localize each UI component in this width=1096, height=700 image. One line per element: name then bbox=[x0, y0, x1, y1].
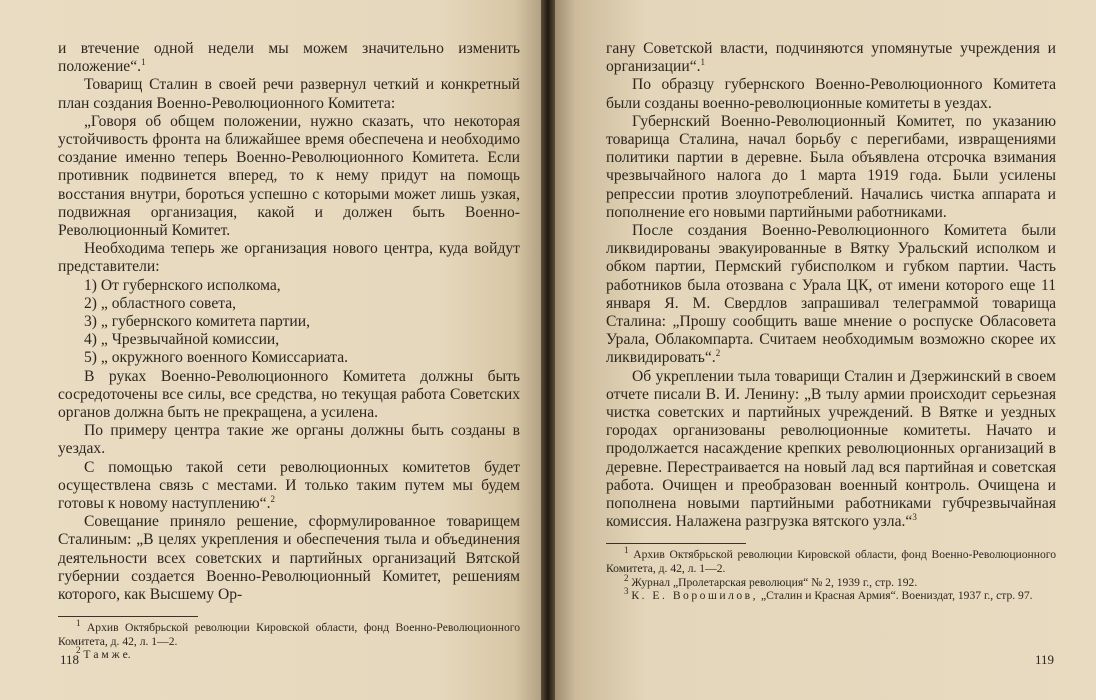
paragraph: Об укреплении тыла товарищи Сталин и Дзержинский в своем отчете писали В. И. Ленину: „В тылу армии происходит серьезная чистка советских и партийных учреждений. В Вятке и уездных городах организованы революционные комитеты. Начато и продолжается насаждение крепких революционных организаций в деревне. Перестраивается на новый лад вся партийная и советская работа. Очищен и преобразован военный контроль. Очищена и пополнена новыми партийными работниками губчрезвычайная комиссия. Налажена разгрузка вятского узла.“$^3$ bbox=[606, 367, 1056, 531]
footnote: $^2$ Журнал „Пролетарская революция“ № 2, 1939 г., стр. 192. bbox=[624, 572, 918, 589]
paragraph: „Говоря об общем положении, нужно сказать, что некоторая устойчивость фронта на ближайшее время обеспечена и необходимо создание именно теперь Военно-Революционного Комитета. Если противник подвинется вперед, то к нему придут на помощь восстания внутри, бороться успешно с которыми может лишь узкая, подвижная организация, какой и должен быть Военно-Революционный Комитет. bbox=[58, 112, 520, 240]
left-page-body bbox=[58, 40, 520, 604]
list-item: 1) От губернского исполкома, bbox=[84, 276, 281, 294]
footnote-mark: 1 bbox=[700, 57, 706, 68]
list-item: 3) „ губернского комитета партии, bbox=[84, 313, 311, 331]
footnote-mark: 1 bbox=[141, 57, 146, 68]
page-number: 119 bbox=[1034, 652, 1054, 667]
right-page-body bbox=[606, 40, 1056, 531]
paragraph: В руках Военно-Революционного Комитета должны быть сосредоточены все силы, все средства, но текущая работа Советских органов должна быть не прекращена, а усилена. bbox=[58, 367, 520, 422]
paragraph: Товарищ Сталин в своей речи развернул четкий и конкретный план создания Военно-Революционного Комитета: bbox=[58, 76, 520, 112]
footnote-mark: 3 bbox=[912, 512, 917, 523]
paragraph: Совещание приняло решение, сформулированное товарищем Сталиным: „В целях укрепления и обеспечения тыла и объединения деятельности всех советских и партийных организаций Вятской губернии создается Военно-Революционный Комитет, решениям которого, как Высшему Ор- bbox=[58, 513, 520, 604]
paragraph: С помощью такой сети революционных комитетов будет осуществлена связь с местами. И только таким путем мы будем готовы к новому наступлению“.$^2$ bbox=[58, 458, 520, 513]
footnote: $^1$ Архив Октябрьской революции Кировской области, фонд Военно-Революционного Комитета, д. 42, л. 1—2. bbox=[58, 618, 521, 648]
right-footnotes bbox=[606, 545, 1057, 603]
paragraph: гану Советской власти, подчиняются упомянутые учреждения и организации“.$^1$ bbox=[606, 40, 1056, 76]
paragraph: После создания Военно-Революционного Комитета были ликвидированы эвакуированные в Вятку Уральский исполком и обком партии, Пермский губисполком и губком партии. Часть работников была отозвана с Урала ЦК, от имени которого еще 11 января Я. М. Свердлов запрашивал телеграммой товарища Сталина: „Прошу сообщить ваше мнение о роспуске Обласовета Урала, Облакомпарта. Считаем необходимым возможно скорее их ликвидировать“.$^2$ bbox=[606, 222, 1056, 367]
list-item: 2) „ областного совета, bbox=[84, 294, 237, 312]
footnote: $^1$ Архив Октябрьской революции Кировской области, фонд Военно-Революционного Комитета, д. 42, л. 1—2. bbox=[606, 545, 1057, 576]
book-gutter bbox=[541, 0, 555, 700]
list-item: 4) „ Чрезвычайной комиссии, bbox=[84, 331, 280, 349]
footnote: $^3$ К. Е. Ворошилов, „Сталин и Красная Армия“. Воениздат, 1937 г., стр. 97. bbox=[624, 586, 1033, 603]
right-page bbox=[548, 0, 1096, 700]
paragraph: Необходима теперь же организация нового центра, куда войдут представители: bbox=[58, 240, 520, 276]
left-footnotes bbox=[58, 618, 521, 662]
footnote-rule bbox=[606, 543, 746, 544]
paragraph: По примеру центра такие же органы должны быть созданы в уездах. bbox=[58, 422, 520, 458]
paragraph: Губернский Военно-Революционный Комитет, по указанию товарища Сталина, начал борьбу с перегибами, извращениями политики партии в деревне. Была объявлена отсрочка взимания чрезвычайного налога до 1 марта 1919 года. Были усилены репрессии против злоупотреблений. Начались чистка аппарата и пополнение его новыми партийными работниками. bbox=[606, 112, 1056, 221]
paragraph: По образцу губернского Военно-Революционного Комитета были созданы военно-революционные комитеты в уездах. bbox=[606, 76, 1056, 112]
list-item: 5) „ окружного военного Комиссариата. bbox=[84, 349, 349, 367]
representatives-list bbox=[58, 277, 520, 368]
footnote-rule bbox=[58, 616, 198, 617]
page-number: 118 bbox=[60, 652, 80, 667]
footnote-mark: 2 bbox=[270, 493, 275, 504]
footnote: $^2$ Т а м ж е. bbox=[76, 645, 131, 662]
footnote-mark: 2 bbox=[715, 348, 721, 359]
paragraph: и втечение одной недели мы можем значительно изменить положение“.$^1$ bbox=[58, 40, 520, 76]
